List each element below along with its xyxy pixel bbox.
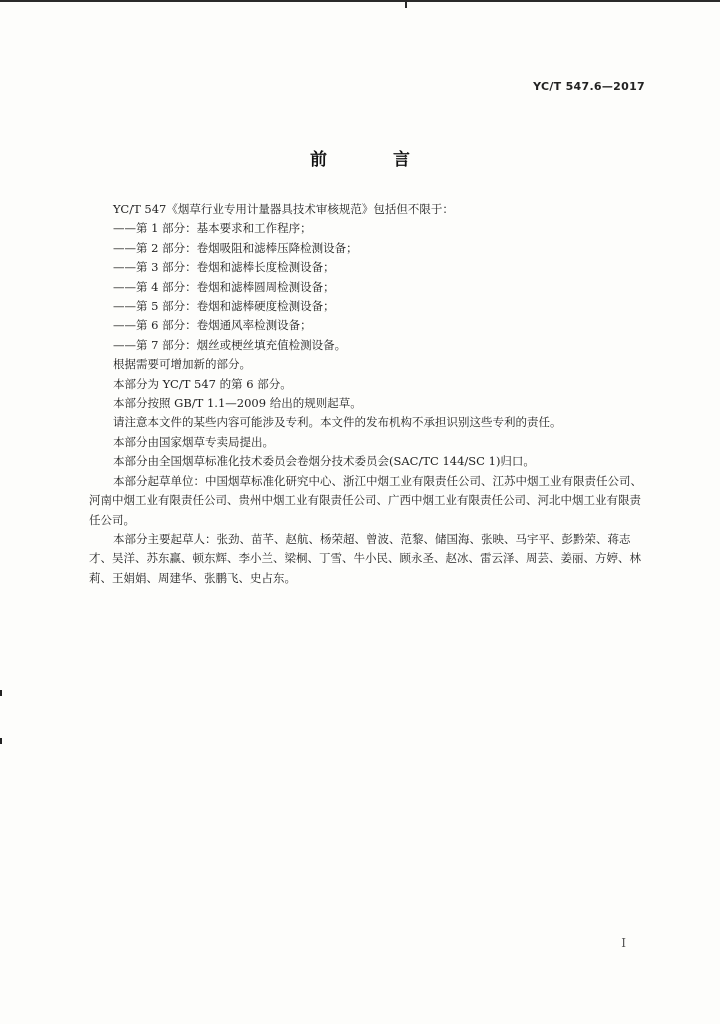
parts-list [89,219,645,355]
drafting-units-paragraph: 本部分起草单位：中国烟草标准化研究中心、浙江中烟工业有限责任公司、江苏中烟工业有限责任公司、河南中烟工业有限责任公司、贵州中烟工业有限责任公司、广西中烟工业有限责任公司、河北中烟工业有限责任公司。 [89,473,642,527]
page-title: 前 言 [310,150,440,170]
part-item: ——第 7 部分：烟丝或梗丝填充值检测设备。 [113,337,347,352]
paragraph: 根据需要可增加新的部分。 [113,357,251,372]
binding-mark [0,690,2,696]
paragraph: 本部分由全国烟草标准化技术委员会卷烟分技术委员会(SAC/TC 144/SC 1)归口。 [113,454,535,469]
part-item: ——第 2 部分：卷烟吸阻和滤棒压降检测设备； [113,240,358,255]
scan-top-border [0,0,720,2]
foreword-body [89,200,645,588]
part-item: ——第 6 部分：卷烟通风率检测设备； [113,318,312,333]
part-item: ——第 4 部分：卷烟和滤棒圆周检测设备； [113,279,335,294]
intro-paragraph: YC/T 547《烟草行业专用计量器具技术审核规范》包括但不限于： [113,202,454,216]
paragraph: 本部分由国家烟草专卖局提出。 [113,434,274,449]
standard-code: YC/T 547.6—2017 [533,80,645,93]
part-item: ——第 5 部分：卷烟和滤棒硬度检测设备； [113,299,335,314]
part-item: ——第 1 部分：基本要求和工作程序； [113,221,312,236]
drafters-paragraph: 本部分主要起草人：张劲、苗芊、赵航、杨荣超、曾波、范黎、储国海、张映、马宇平、彭黔荣、蒋志才、吴洋、苏东赢、顿东辉、李小兰、梁桐、丁雪、牛小民、顾永圣、赵冰、雷云泽、周芸、姜丽、方婷、林莉、王娟娟、周建华、张鹏飞、史占东。 [89,531,641,585]
paragraph: 本部分按照 GB/T 1.1—2009 给出的规则起草。 [113,396,362,411]
paragraph: 请注意本文件的某些内容可能涉及专利。本文件的发布机构不承担识别这些专利的责任。 [113,415,562,430]
paragraph: 本部分为 YC/T 547 的第 6 部分。 [113,376,292,391]
scan-top-notch [405,0,407,8]
page-number: I [621,936,626,950]
part-item: ——第 3 部分：卷烟和滤棒长度检测设备； [113,260,335,275]
binding-mark [0,738,2,744]
